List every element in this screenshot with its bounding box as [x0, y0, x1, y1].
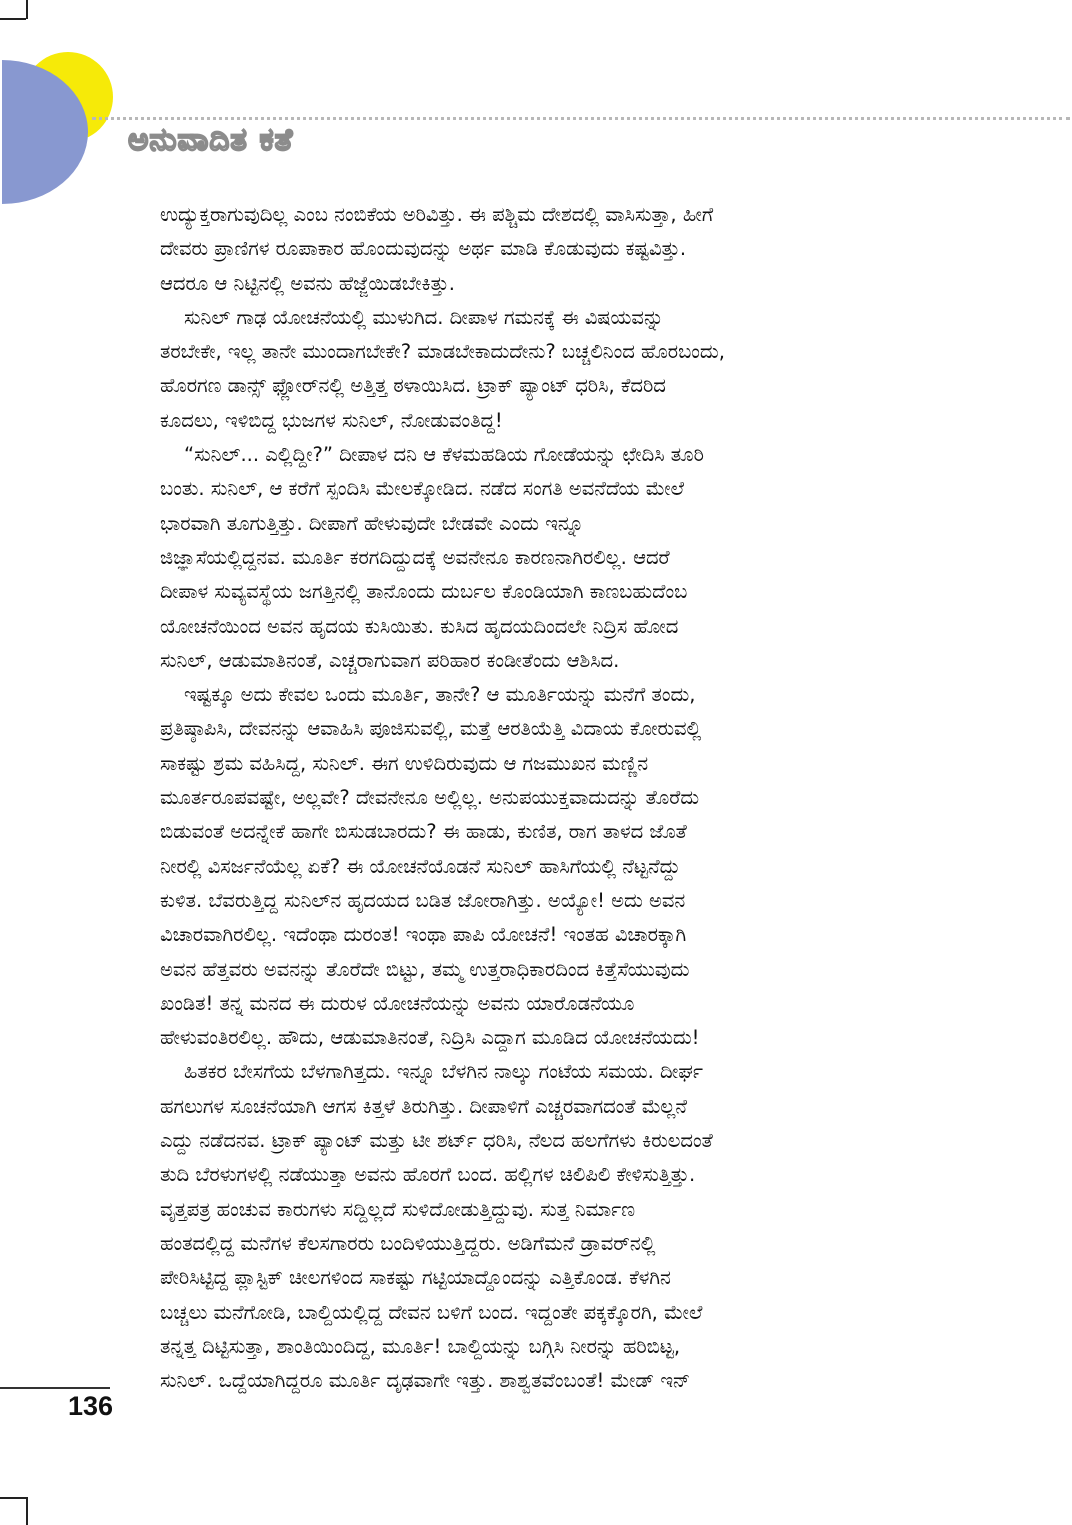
page-number-rule — [0, 1387, 110, 1389]
text-line: ಪ್ರತಿಷ್ಠಾಪಿಸಿ, ದೇವನನ್ನು ಆವಾಹಿಸಿ ಪೂಜಿಸುವಲ್ಲಿ, ಮತ್ತೆ ಆರತಿಯೆತ್ತಿ ವಿದಾಯ ಕೋರುವಲ್ಲಿ — [160, 717, 702, 741]
header-decoration — [0, 0, 130, 215]
text-line: ಎದ್ದು ನಡೆದನವ. ಟ್ರಾಕ್ ಪ್ಯಾಂಟ್ ಮತ್ತು ಟೀ ಶರ್ಟ್ ಧರಿಸಿ, ನೆಲದ ಹಲಗೆಗಳು ಕಿರುಲದಂತೆ — [160, 1129, 713, 1153]
text-line: ಬಂತು. ಸುನಿಲ್, ಆ ಕರೆಗೆ ಸ್ಪಂದಿಸಿ ಮೇಲಕ್ಕೋಡಿದ. ನಡೆದ ಸಂಗತಿ ಅವನೆದೆಯ ಮೇಲೆ — [160, 477, 685, 501]
text-line: ಸುನಿಲ್. ಒದ್ದೆಯಾಗಿದ್ದರೂ ಮೂರ್ತಿ ದೃಢವಾಗೇ ಇತ್ತು. ಶಾಶ್ವತವೆಂಬಂತೆ! ಮೇಡ್ ಇನ್ — [160, 1369, 691, 1393]
section-title: ಅನುವಾದಿತ ಕತೆ — [128, 122, 294, 158]
text-line: ದೇವರು ಪ್ರಾಣಿಗಳ ರೂಪಾಕಾರ ಹೊಂದುವುದನ್ನು ಅರ್ಥ ಮಾಡಿ ಕೊಡುವುದು ಕಷ್ಟವಿತ್ತು. — [160, 237, 687, 261]
text-line: ಹಗಲುಗಳ ಸೂಚನೆಯಾಗಿ ಆಗಸ ಕಿತ್ತಳೆ ತಿರುಗಿತ್ತು. ದೀಪಾಳಿಗೆ ಎಚ್ಚರವಾಗದಂತೆ ಮೆಲ್ಲನೆ — [160, 1094, 687, 1118]
text-line: ಹಂತದಲ್ಲಿದ್ದ ಮನೆಗಳ ಕೆಲಸಗಾರರು ಬಂದಿಳಿಯುತ್ತಿದ್ದರು. ಅಡಿಗೆಮನೆ ಡ್ರಾವರ್‌ನಲ್ಲಿ — [160, 1231, 656, 1255]
text-line: ಬಿಡುವಂತೆ ಅದನ್ನೇಕೆ ಹಾಗೇ ಬಿಸುಡಬಾರದು? ಈ ಹಾಡು, ಕುಣಿತ, ರಾಗ ತಾಳದ ಜೊತೆ — [160, 820, 687, 844]
text-line: ದೀಪಾಳ ಸುವ್ಯವಸ್ಥೆಯ ಜಗತ್ತಿನಲ್ಲಿ ತಾನೊಂದು ದುರ್ಬಲ ಕೊಂಡಿಯಾಗಿ ಕಾಣಬಹುದೆಂಬ — [160, 580, 688, 604]
text-line: ತುದಿ ಬೆರಳುಗಳಲ್ಲಿ ನಡೆಯುತ್ತಾ ಅವನು ಹೊರಗೆ ಬಂದ. ಹಲ್ಲಿಗಳ ಚಿಲಿಪಿಲಿ ಕೇಳಿಸುತ್ತಿತ್ತು. — [160, 1163, 696, 1187]
text-line: ಹಿತಕರ ಬೇಸಗೆಯ ಬೆಳಗಾಗಿತ್ತದು. ಇನ್ನೂ ಬೆಳಗಿನ ನಾಲ್ಕು ಗಂಟೆಯ ಸಮಯ. ದೀರ್ಘ — [184, 1060, 703, 1084]
text-line: ಅವನ ಹೆತ್ತವರು ಅವನನ್ನು ತೊರೆದೇ ಬಿಟ್ಟು, ತಮ್ಮ ಉತ್ತರಾಧಿಕಾರದಿಂದ ಕಿತ್ತೆಸೆಯುವುದು — [160, 957, 690, 981]
text-line: ಸುನಿಲ್, ಆಡುಮಾತಿನಂತೆ, ಎಚ್ಚರಾಗುವಾಗ ಪರಿಹಾರ ಕಂಡೀತೆಂದು ಆಶಿಸಿದ. — [160, 648, 620, 672]
crop-mark-bottom-left-vertical — [26, 1497, 28, 1525]
crop-mark-bottom-left — [0, 1497, 26, 1499]
text-line: ಸುನಿಲ್ ಗಾಢ ಯೋಚನೆಯಲ್ಲಿ ಮುಳುಗಿದ. ದೀಪಾಳ ಗಮನಕ್ಕೆ ಈ ವಿಷಯವನ್ನು — [184, 305, 664, 329]
text-line: ಪೇರಿಸಿಟ್ಟಿದ್ದ ಪ್ಲಾಸ್ಟಿಕ್ ಚೀಲಗಳಿಂದ ಸಾಕಷ್ಟು ಗಟ್ಟಿಯಾದ್ದೊಂದನ್ನು ಎತ್ತಿಕೊಂಡ. ಕೆಳಗಿನ — [160, 1266, 671, 1290]
text-line: ಖಂಡಿತ! ತನ್ನ ಮನದ ಈ ದುರುಳ ಯೋಚನೆಯನ್ನು ಅವನು ಯಾರೊಡನೆಯೂ — [160, 991, 635, 1015]
text-line: ಯೋಚನೆಯಿಂದ ಅವನ ಹೃದಯ ಕುಸಿಯಿತು. ಕುಸಿದ ಹೃದಯದಿಂದಲೇ ನಿದ್ರಿಸ ಹೋದ — [160, 614, 679, 638]
text-line: ವೃತ್ತಪತ್ರ ಹಂಚುವ ಕಾರುಗಳು ಸದ್ದಿಲ್ಲದೆ ಸುಳಿದೋಡುತ್ತಿದ್ದುವು. ಸುತ್ತ ನಿರ್ಮಾಣ — [160, 1197, 636, 1221]
text-line: ಮೂರ್ತರೂಪವಷ್ಟೇ, ಅಲ್ಲವೇ? ದೇವನೇನೂ ಅಲ್ಲಿಲ್ಲ. ಅನುಪಯುಕ್ತವಾದುದನ್ನು ತೊರೆದು — [160, 786, 700, 810]
text-line: ಭಾರವಾಗಿ ತೂಗುತ್ತಿತ್ತು. ದೀಪಾಗೆ ಹೇಳುವುದೇ ಬೇಡವೇ ಎಂದು ಇನ್ನೂ — [160, 511, 584, 535]
header-dotted-rule — [92, 117, 1070, 120]
text-line: ಇಷ್ಟಕ್ಕೂ ಅದು ಕೇವಲ ಒಂದು ಮೂರ್ತಿ, ತಾನೇ? ಆ ಮೂರ್ತಿಯನ್ನು ಮನೆಗೆ ತಂದು, — [184, 683, 696, 707]
text-line: ಸಾಕಷ್ಟು ಶ್ರಮ ವಹಿಸಿದ್ದ, ಸುನಿಲ್. ಈಗ ಉಳಿದಿರುವುದು ಆ ಗಜಮುಖನ ಮಣ್ಣಿನ — [160, 751, 649, 775]
text-line: ಕುಳಿತ. ಬೆವರುತ್ತಿದ್ದ ಸುನಿಲ್‌ನ ಹೃದಯದ ಬಡಿತ ಜೋರಾಗಿತ್ತು. ಅಯ್ಯೋ! ಅದು ಅವನ — [160, 888, 686, 912]
story-body — [160, 198, 920, 1398]
page-number: 136 — [68, 1391, 114, 1421]
text-line: ಬಚ್ಚಲು ಮನೆಗೋಡಿ, ಬಾಲ್ದಿಯಲ್ಲಿದ್ದ ದೇವನ ಬಳಿಗೆ ಬಂದ. ಇದ್ದಂತೇ ಪಕ್ಕಕ್ಕೊರಗಿ, ಮೇಲೆ — [160, 1300, 703, 1324]
text-line: ನೀರಲ್ಲಿ ವಿಸರ್ಜನೆಯೆಲ್ಲ ಏಕೆ? ಈ ಯೋಚನೆಯೊಡನೆ ಸುನಿಲ್ ಹಾಸಿಗೆಯಲ್ಲಿ ನೆಟ್ಟನೆದ್ದು — [160, 854, 681, 878]
text-line: ಹೊರಗಣ ಡಾನ್ಸ್ ಫ್ಲೋರ್‌ನಲ್ಲಿ ಅತ್ತಿತ್ತ ಠಳಾಯಿಸಿದ. ಟ್ರಾಕ್ ಪ್ಯಾಂಟ್ ಧರಿಸಿ, ಕೆದರಿದ — [160, 374, 666, 398]
text-line: ಹೇಳುವಂತಿರಲಿಲ್ಲ. ಹೌದು, ಆಡುಮಾತಿನಂತೆ, ನಿದ್ರಿಸಿ ಎದ್ದಾಗ ಮೂಡಿದ ಯೋಚನೆಯದು! — [160, 1026, 700, 1050]
text-line: ಜಿಜ್ಞಾಸೆಯಲ್ಲಿದ್ದನವ. ಮೂರ್ತಿ ಕರಗದಿದ್ದುದಕ್ಕೆ ಅವನೇನೂ ಕಾರಣನಾಗಿರಲಿಲ್ಲ. ಆದರೆ — [160, 545, 670, 569]
text-line: ಆದರೂ ಆ ನಿಟ್ಟಿನಲ್ಲಿ ಅವನು ಹೆಜ್ಜೆಯಿಡಬೇಕಿತ್ತು. — [160, 271, 455, 295]
text-line: ತನ್ನತ್ತ ದಿಟ್ಟಿಸುತ್ತಾ, ಶಾಂತಿಯಿಂದಿದ್ದ, ಮೂರ್ತಿ! ಬಾಲ್ದಿಯನ್ನು ಬಗ್ಗಿಸಿ ನೀರನ್ನು ಹರಿಬಿಟ್ಟ, — [160, 1334, 681, 1358]
text-line: ತರಬೇಕೇ, ಇಲ್ಲ ತಾನೇ ಮುಂದಾಗಬೇಕೇ? ಮಾಡಬೇಕಾದುದೇನು? ಬಚ್ಚಲಿನಿಂದ ಹೊರಬಂದು, — [160, 340, 725, 364]
text-line: ವಿಚಾರವಾಗಿರಲಿಲ್ಲ. ಇದೆಂಥಾ ದುರಂತ! ಇಂಥಾ ಪಾಪಿ ಯೋಚನೆ! ಇಂತಹ ವಿಚಾರಕ್ಕಾಗಿ — [160, 923, 687, 947]
text-line: ಕೂದಲು, ಇಳಿಬಿದ್ದ ಭುಜಗಳ ಸುನಿಲ್, ನೋಡುವಂತಿದ್ದ! — [160, 408, 503, 432]
text-line: ಉದ್ಯುಕ್ತರಾಗುವುದಿಲ್ಲ ಎಂಬ ನಂಬಿಕೆಯ ಅರಿವಿತ್ತು. ಈ ಪಶ್ಚಿಮ ದೇಶದಲ್ಲಿ ವಾಸಿಸುತ್ತಾ, ಹೀಗೆ — [160, 203, 714, 226]
text-line: “ಸುನಿಲ್... ಎಲ್ಲಿದ್ದೀ?” ದೀಪಾಳ ದನಿ ಆ ಕೆಳಮಹಡಿಯ ಗೋಡೆಯನ್ನು ಛೇದಿಸಿ ತೂರಿ — [184, 443, 704, 467]
